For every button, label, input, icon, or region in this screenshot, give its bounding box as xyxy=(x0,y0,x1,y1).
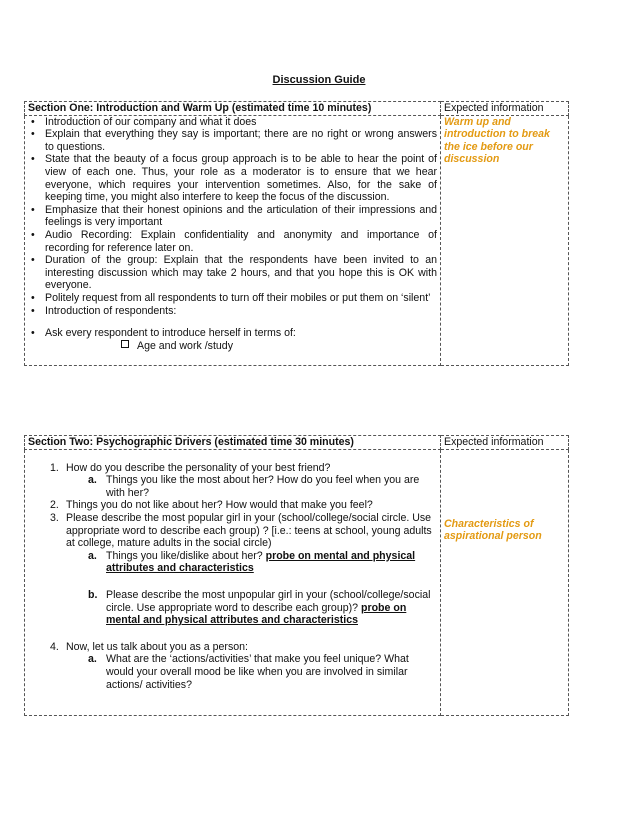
subquestion-item xyxy=(74,653,437,691)
probe-instruction: probe on mental and physical attributes and characteristics xyxy=(106,549,416,575)
subquestion-list xyxy=(66,653,437,691)
subquestion-letter: b. xyxy=(88,588,98,601)
ask-item: • Ask every respondent to introduce herself in terms of: xyxy=(28,327,437,340)
subquestion-list xyxy=(66,550,437,627)
section-two-expected-text: Characteristics of aspirational person xyxy=(444,517,542,543)
section-one-expected-cell xyxy=(441,115,569,366)
question-item xyxy=(28,512,437,627)
question-text: How do you describe the personality of your best friend? xyxy=(66,461,331,474)
question-list xyxy=(28,462,437,692)
subquestion-text: What are the ‘actions/activities’ that make you feel unique? What would your overall mood be like when you are involved in similar actions/ activities? xyxy=(106,653,409,691)
section-two-table xyxy=(24,435,569,716)
section-one-ask-list xyxy=(28,327,437,340)
subquestion-list xyxy=(66,474,437,499)
list-item: • Duration of the group: Explain that the respondents have been invited to an interesting discussion which may take 2 hours, and that you hope this is OK with everyone. xyxy=(28,254,437,292)
subquestion-item xyxy=(74,589,437,627)
section-two-expected-label: Expected information xyxy=(441,436,569,450)
page-title: Discussion Guide xyxy=(272,74,366,86)
list-item: • Introduction of respondents: xyxy=(28,305,437,318)
question-number: 2. xyxy=(50,499,59,512)
section-one-body-row xyxy=(25,115,569,366)
subquestion-letter: a. xyxy=(88,474,97,487)
sub-item xyxy=(28,340,437,353)
sub-item-text: Age and work /study xyxy=(137,339,233,352)
subquestion-item xyxy=(74,474,437,499)
subquestion-text: Please describe the most unpopular girl in your (school/college/social circle. Use appropriate word to describe each group)? xyxy=(106,588,431,614)
question-item xyxy=(28,499,437,512)
section-two-expected-cell xyxy=(441,449,569,716)
subquestion-letter: a. xyxy=(88,549,97,562)
question-text: Now, let us talk about you as a person: xyxy=(66,640,248,653)
list-item: • Explain that everything they say is important; there are no right or wrong answers to questions. xyxy=(28,128,437,153)
section-one-content xyxy=(25,115,441,366)
list-item: • Emphasize that their honest opinions and the articulation of their impressions and feelings is very important xyxy=(28,204,437,229)
section-one-table xyxy=(24,101,569,366)
question-item xyxy=(28,641,437,691)
section-one-expected-label: Expected information xyxy=(441,102,569,116)
probe-instruction: probe on mental and physical attributes and characteristics xyxy=(106,601,407,627)
section-one-header-row xyxy=(25,102,569,116)
section-two-heading: Section Two: Psychographic Drivers (estimated time 30 minutes) xyxy=(25,436,441,450)
section-one-heading: Section One: Introduction and Warm Up (estimated time 10 minutes) xyxy=(25,102,441,116)
question-text: Things you do not like about her? How would that make you feel? xyxy=(66,499,373,512)
question-item xyxy=(28,462,437,500)
list-item: • State that the beauty of a focus group approach is to be able to hear the point of view of each one. Thus, your role as a moderator is to ensure that we hear everyone, which requires your intervention sometimes. Also, for the sake of keeping time, you might also interfere to keep the focus of the discussion. xyxy=(28,153,437,203)
checkbox-square-icon xyxy=(121,340,129,348)
subquestion-letter: a. xyxy=(88,653,97,666)
section-one-bullets xyxy=(28,116,437,318)
subquestion-item xyxy=(74,550,437,575)
section-two-body-row xyxy=(25,449,569,716)
section-two-content xyxy=(25,449,441,716)
list-item: • Politely request from all respondents to turn off their mobiles or put them on ‘silent’ xyxy=(28,292,437,305)
list-item: • Audio Recording: Explain confidentiality and anonymity and importance of recording for reference later on. xyxy=(28,229,437,254)
question-text: Please describe the most popular girl in your (school/college/social circle. Use appropriate word to describe each group) ? [i.e.: teens at school, young adults at college, mature adults in the social circle) xyxy=(66,511,432,550)
question-number: 4. xyxy=(50,640,59,653)
subquestion-text: Things you like/dislike about her? xyxy=(106,549,266,562)
list-item: • Introduction of our company and what it does xyxy=(28,116,437,129)
subquestion-text: Things you like the most about her? How do you feel when you are with her? xyxy=(106,474,420,499)
section-two-header-row xyxy=(25,436,569,450)
question-number: 3. xyxy=(50,511,59,524)
section-one-expected-text: Warm up and introduction to break the ice before our discussion xyxy=(444,115,550,166)
question-number: 1. xyxy=(50,461,59,474)
